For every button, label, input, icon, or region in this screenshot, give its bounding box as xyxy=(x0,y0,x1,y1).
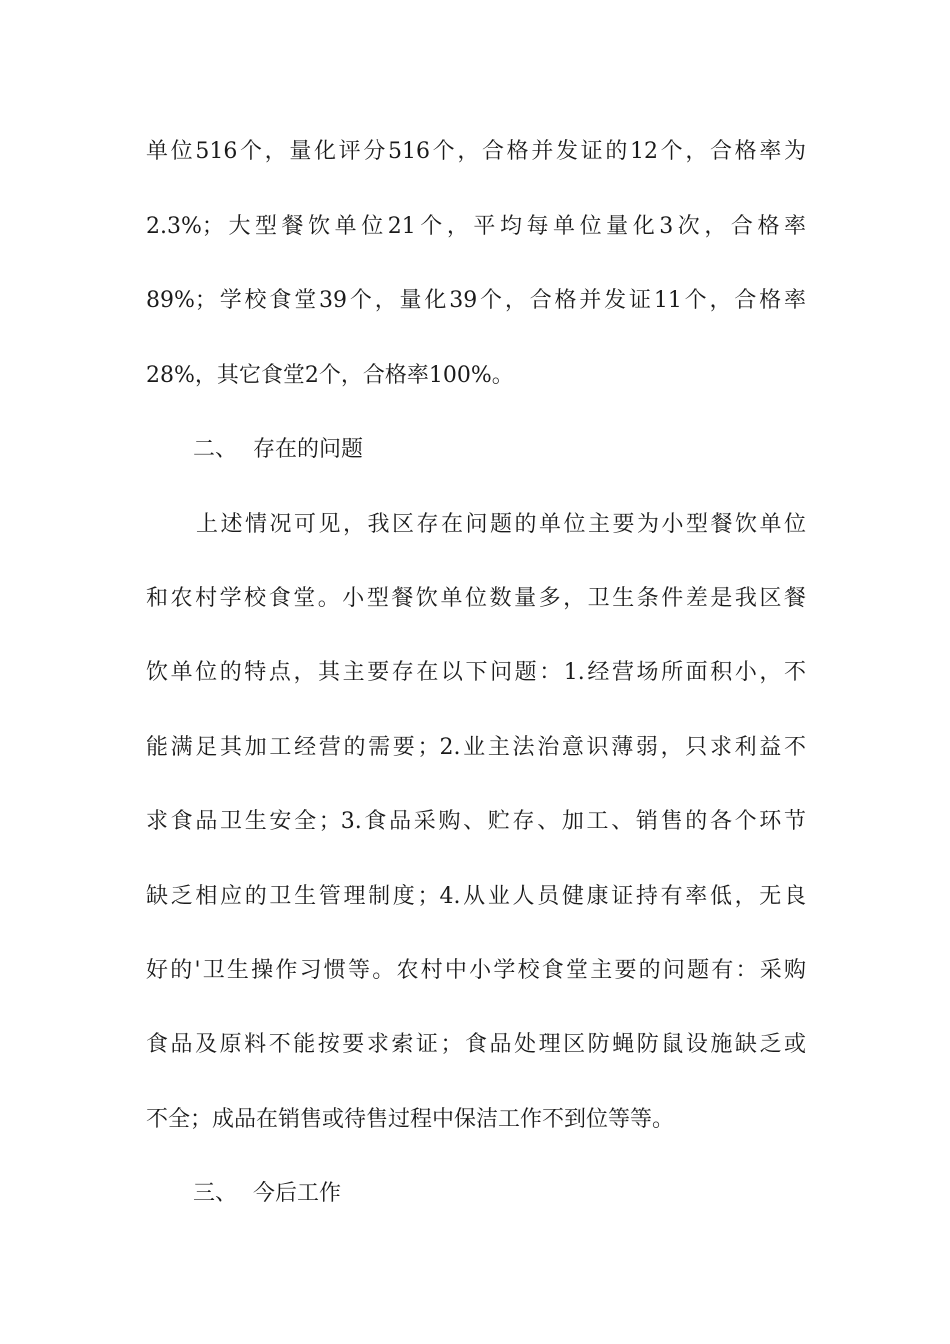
text-line: 不全；成品在销售或待售过程中保洁工作不到位等等。 xyxy=(146,1107,675,1132)
text-line: 上述情况可见，我区存在问题的单位主要为小型餐饮单位 xyxy=(196,512,806,537)
section-heading-problems xyxy=(193,435,363,465)
section-title: 存在的问题 xyxy=(253,437,364,462)
section-heading-future-work xyxy=(193,1179,341,1209)
text-line: 2.3%；大型餐饮单位21个，平均每单位量化3次，合格率 xyxy=(146,214,806,239)
text-line: 饮单位的特点，其主要存在以下问题：1.经营场所面积小，不 xyxy=(146,660,806,685)
text-line: 单位516个，量化评分516个，合格并发证的12个，合格率为 xyxy=(146,139,806,164)
text-line: 89%；学校食堂39个，量化39个，合格并发证11个，合格率 xyxy=(146,288,806,313)
section-number: 二、 xyxy=(193,437,238,462)
section-title: 今后工作 xyxy=(253,1181,342,1206)
text-line: 和农村学校食堂。小型餐饮单位数量多，卫生条件差是我区餐 xyxy=(146,586,806,611)
text-line: 求食品卫生安全；3.食品采购、贮存、加工、销售的各个环节 xyxy=(146,809,806,834)
text-line: 28%，其它食堂2个，合格率100%。 xyxy=(146,363,514,388)
text-line: 能满足其加工经营的需要；2.业主法治意识薄弱，只求利益不 xyxy=(146,735,806,760)
text-line: 缺乏相应的卫生管理制度；4.从业人员健康证持有率低，无良 xyxy=(146,884,806,909)
text-line: 好的'卫生操作习惯等。农村中小学校食堂主要的问题有：采购 xyxy=(146,958,806,983)
text-line: 食品及原料不能按要求索证；食品处理区防蝇防鼠设施缺乏或 xyxy=(146,1032,806,1057)
section-number: 三、 xyxy=(193,1181,238,1206)
